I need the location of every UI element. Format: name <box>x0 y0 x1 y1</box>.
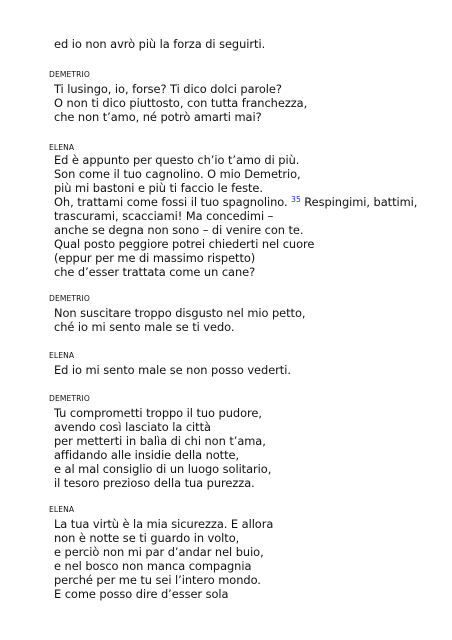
footnote-reference-link[interactable]: 35 <box>291 195 301 204</box>
verse-line: il tesoro prezioso della tua purezza. <box>54 476 255 490</box>
speaker-name: ELENA <box>49 351 75 360</box>
verse-line: che non t’amo, né potrò amarti mai? <box>54 110 262 124</box>
verse-line: Tu comprometti troppo il tuo pudore, <box>54 406 262 420</box>
verse-line: avendo così lasciato la città <box>54 420 211 434</box>
verse-line: e al mal consiglio di un luogo solitario, <box>54 462 272 476</box>
verse-line: Ed io mi sento male se non posso vederti. <box>54 363 291 377</box>
verse-line: trascurami, scacciami! Ma concedimi – <box>54 209 274 223</box>
verse-line: ché io mi sento male se ti vedo. <box>54 320 235 334</box>
verse-line: più mi bastoni e più ti faccio le feste. <box>54 181 263 195</box>
verse-line: Ed è appunto per questo ch’io t’amo di più. <box>54 153 300 167</box>
speaker-name: DEMETRIO <box>49 394 90 403</box>
verse-line: anche se degna non sono – di venire con te. <box>54 223 304 237</box>
speaker-name: DEMETRIO <box>49 70 90 79</box>
verse-line: Non suscitare troppo disgusto nel mio petto, <box>54 306 306 320</box>
verse-line: O non ti dico piuttosto, con tutta franchezza, <box>54 96 308 110</box>
verse-line: Son come il tuo cagnolino. O mio Demetrio, <box>54 167 301 181</box>
verse-line: Qual posto peggiore potrei chiederti nel cuore <box>54 237 315 251</box>
verse-line: E come posso dire d’esser sola <box>54 587 229 601</box>
verse-line: e perciò non mi par d’andar nel buio, <box>54 545 264 559</box>
verse-line: (eppur per me di massimo rispetto) <box>54 251 256 265</box>
verse-line: e nel bosco non manca compagnia <box>54 559 252 573</box>
speaker-name: ELENA <box>49 143 75 152</box>
verse-line: per metterti in balìa di chi non t’ama, <box>54 434 266 448</box>
verse-line: Ti lusingo, io, forse? Ti dico dolci parole? <box>54 82 282 96</box>
speaker-name: DEMETRIO <box>49 294 90 303</box>
speaker-name: ELENA <box>49 505 75 514</box>
verse-text: Oh, trattami come fossi il tuo spagnolino. <box>54 195 288 209</box>
verse-text: Respingimi, battimi, <box>300 195 418 209</box>
verse-line: non è notte se ti guardo in volto, <box>54 531 240 545</box>
verse-line: affidando alle insidie della notte, <box>54 448 240 462</box>
verse-line: La tua virtù è la mia sicurezza. E allora <box>54 517 274 531</box>
verse-line: perché per me tu sei l’intero mondo. <box>54 573 261 587</box>
verse-line: che d’esser trattata come un cane? <box>54 265 256 279</box>
verse-line <box>54 195 417 209</box>
verse-line: ed io non avrò più la forza di seguirti. <box>54 37 266 51</box>
